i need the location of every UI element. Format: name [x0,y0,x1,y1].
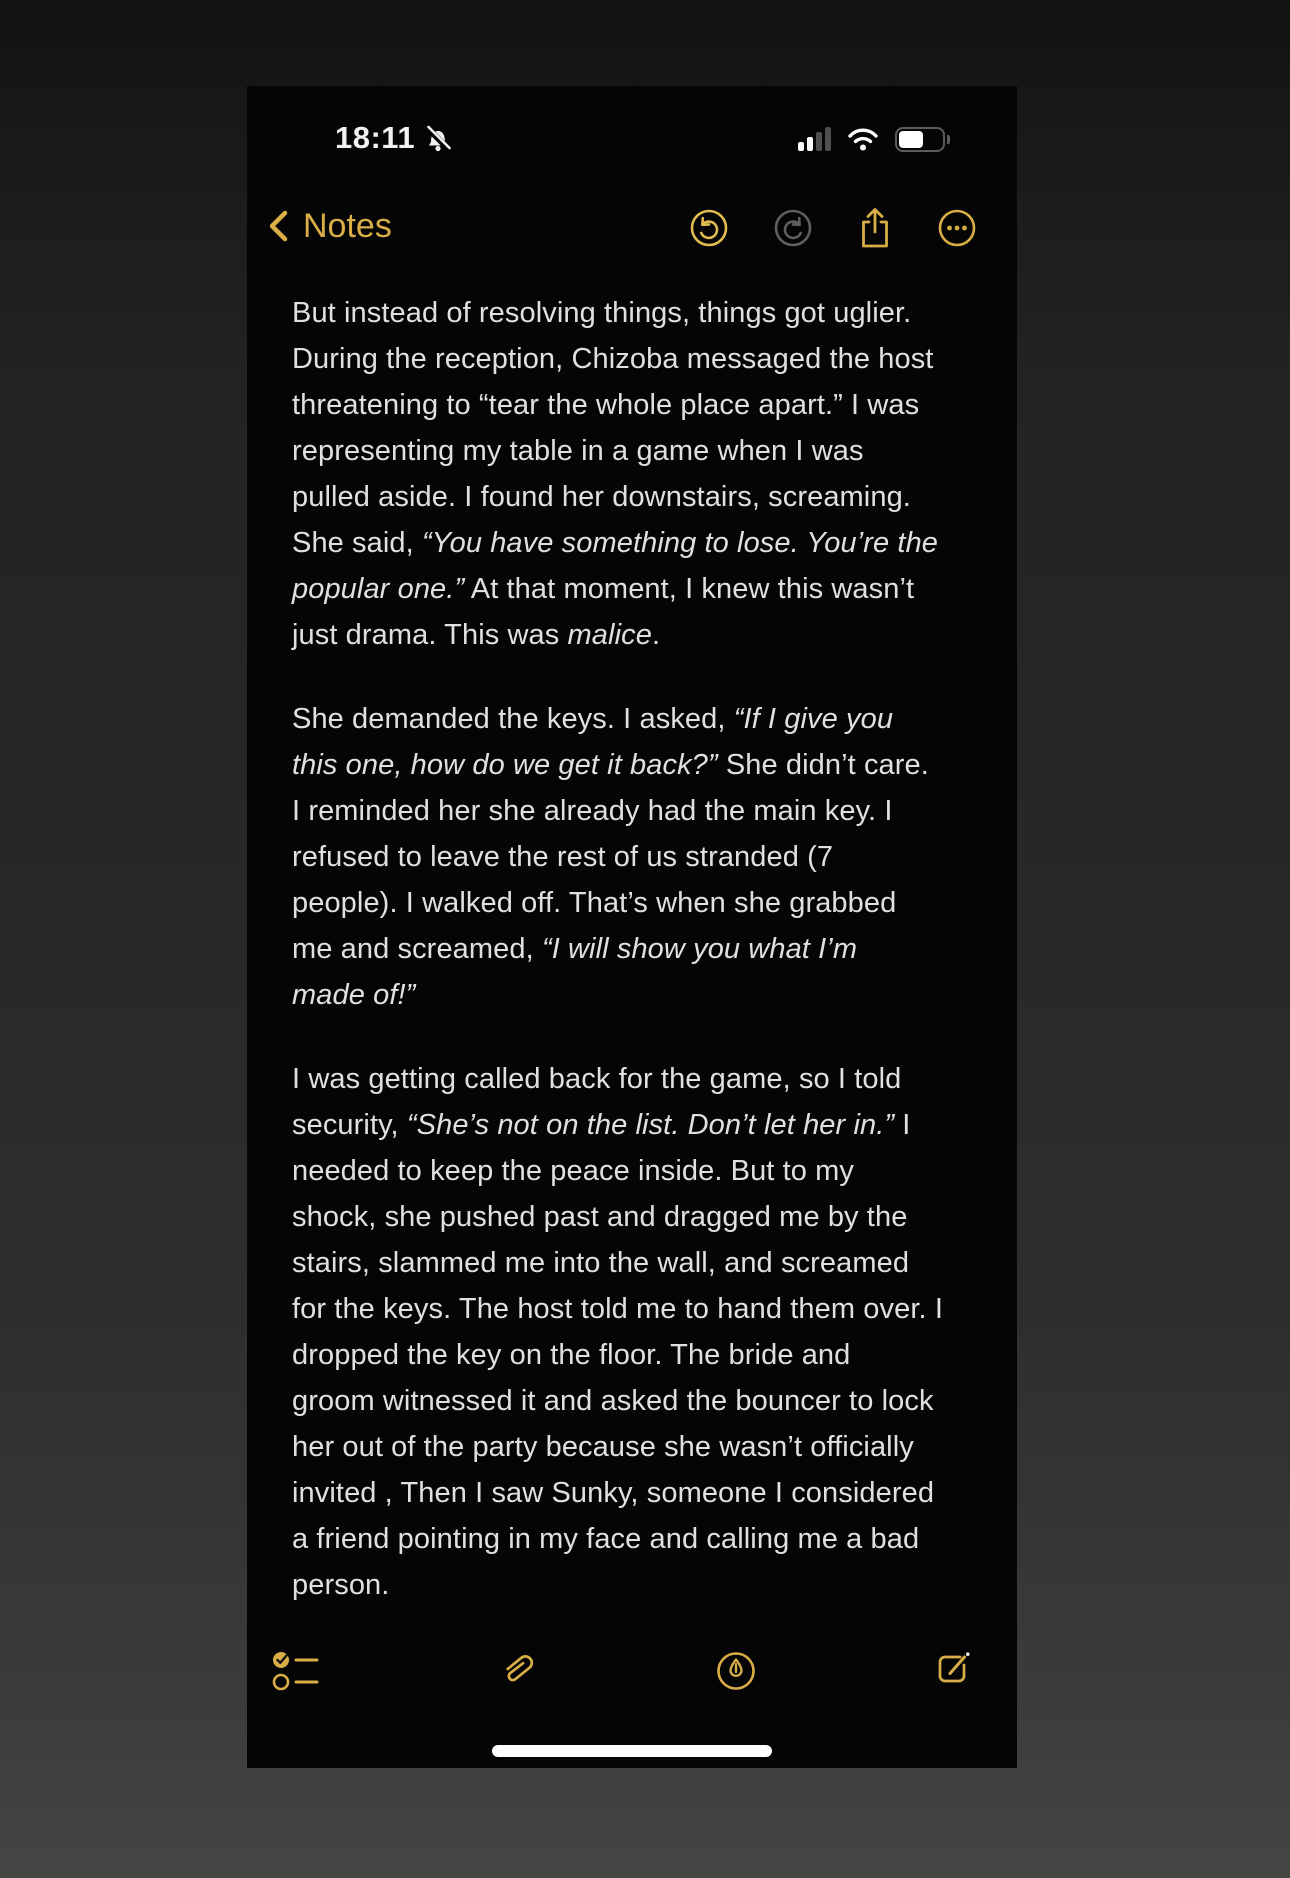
note-line: She said, “You have something to lose. You’re the [292,527,939,559]
more-options-icon[interactable] [935,206,979,250]
note-line: her out of the party because she wasn’t officially [292,1431,914,1463]
note-paragraph [292,290,982,658]
nav-actions [687,204,979,252]
note-line: I reminded her she already had the main key. I [292,795,893,827]
bottom-toolbar [247,1646,1017,1696]
note-line: made of!” [292,979,416,1011]
note-line: for the keys. The host told me to hand them over. I [292,1293,943,1325]
clock-time: 18:11 [335,120,416,155]
note-line: needed to keep the peace inside. But to my [292,1155,855,1187]
note-line: She demanded the keys. I asked, “If I give you [292,703,894,735]
note-line: just drama. This was malice. [292,619,661,651]
bell-slash-icon [424,123,452,153]
note-line: shock, she pushed past and dragged me by the [292,1201,908,1233]
note-line: But instead of resolving things, things got uglier. [292,297,912,329]
note-line: refused to leave the rest of us stranded (7 [292,841,834,873]
wifi-icon [846,126,880,152]
note-line: security, “She’s not on the list. Don’t let her in.” I [292,1109,911,1141]
note-line: person. [292,1569,390,1601]
battery-icon [895,127,945,152]
note-line: dropped the key on the floor. The bride and [292,1339,851,1371]
undo-icon[interactable] [687,206,731,250]
note-line: During the reception, Chizoba messaged the host [292,343,934,375]
attachment-paperclip-icon[interactable] [495,1647,541,1695]
checklist-icon[interactable] [271,1649,323,1693]
note-line: popular one.” At that moment, I knew this wasn’t [292,573,915,605]
status-bar [247,120,1017,164]
compose-icon[interactable] [931,1648,979,1694]
note-body[interactable] [292,290,982,1646]
note-line: stairs, slammed me into the wall, and screamed [292,1247,910,1279]
note-line: groom witnessed it and asked the bouncer to lock [292,1385,934,1417]
note-line: me and screamed, “I will show you what I’m [292,933,858,965]
note-paragraph [292,1056,982,1608]
note-line: threatening to “tear the whole place apart.” I was [292,389,920,421]
note-line: a friend pointing in my face and calling me a bad [292,1523,920,1555]
status-right [798,126,945,152]
share-icon[interactable] [855,204,895,252]
status-left [335,120,452,156]
note-paragraph [292,696,982,1018]
back-to-notes-button[interactable] [266,204,392,248]
cellular-signal-icon [798,127,831,151]
iphone-notes-screenshot [247,86,1017,1768]
note-line: pulled aside. I found her downstairs, screaming. [292,481,911,513]
note-line: people). I walked off. That’s when she grabbed [292,887,897,919]
note-line: this one, how do we get it back?” She didn’t care. [292,749,929,781]
note-line: I was getting called back for the game, so I told [292,1063,902,1095]
note-line: invited , Then I saw Sunky, someone I considered [292,1477,935,1509]
nav-bar [247,204,1017,252]
chevron-back-icon [266,206,290,246]
back-label: Notes [303,207,392,245]
home-indicator[interactable] [492,1745,772,1757]
redo-icon [771,206,815,250]
note-line: representing my table in a game when I was [292,435,864,467]
markup-pen-icon[interactable] [713,1648,759,1694]
